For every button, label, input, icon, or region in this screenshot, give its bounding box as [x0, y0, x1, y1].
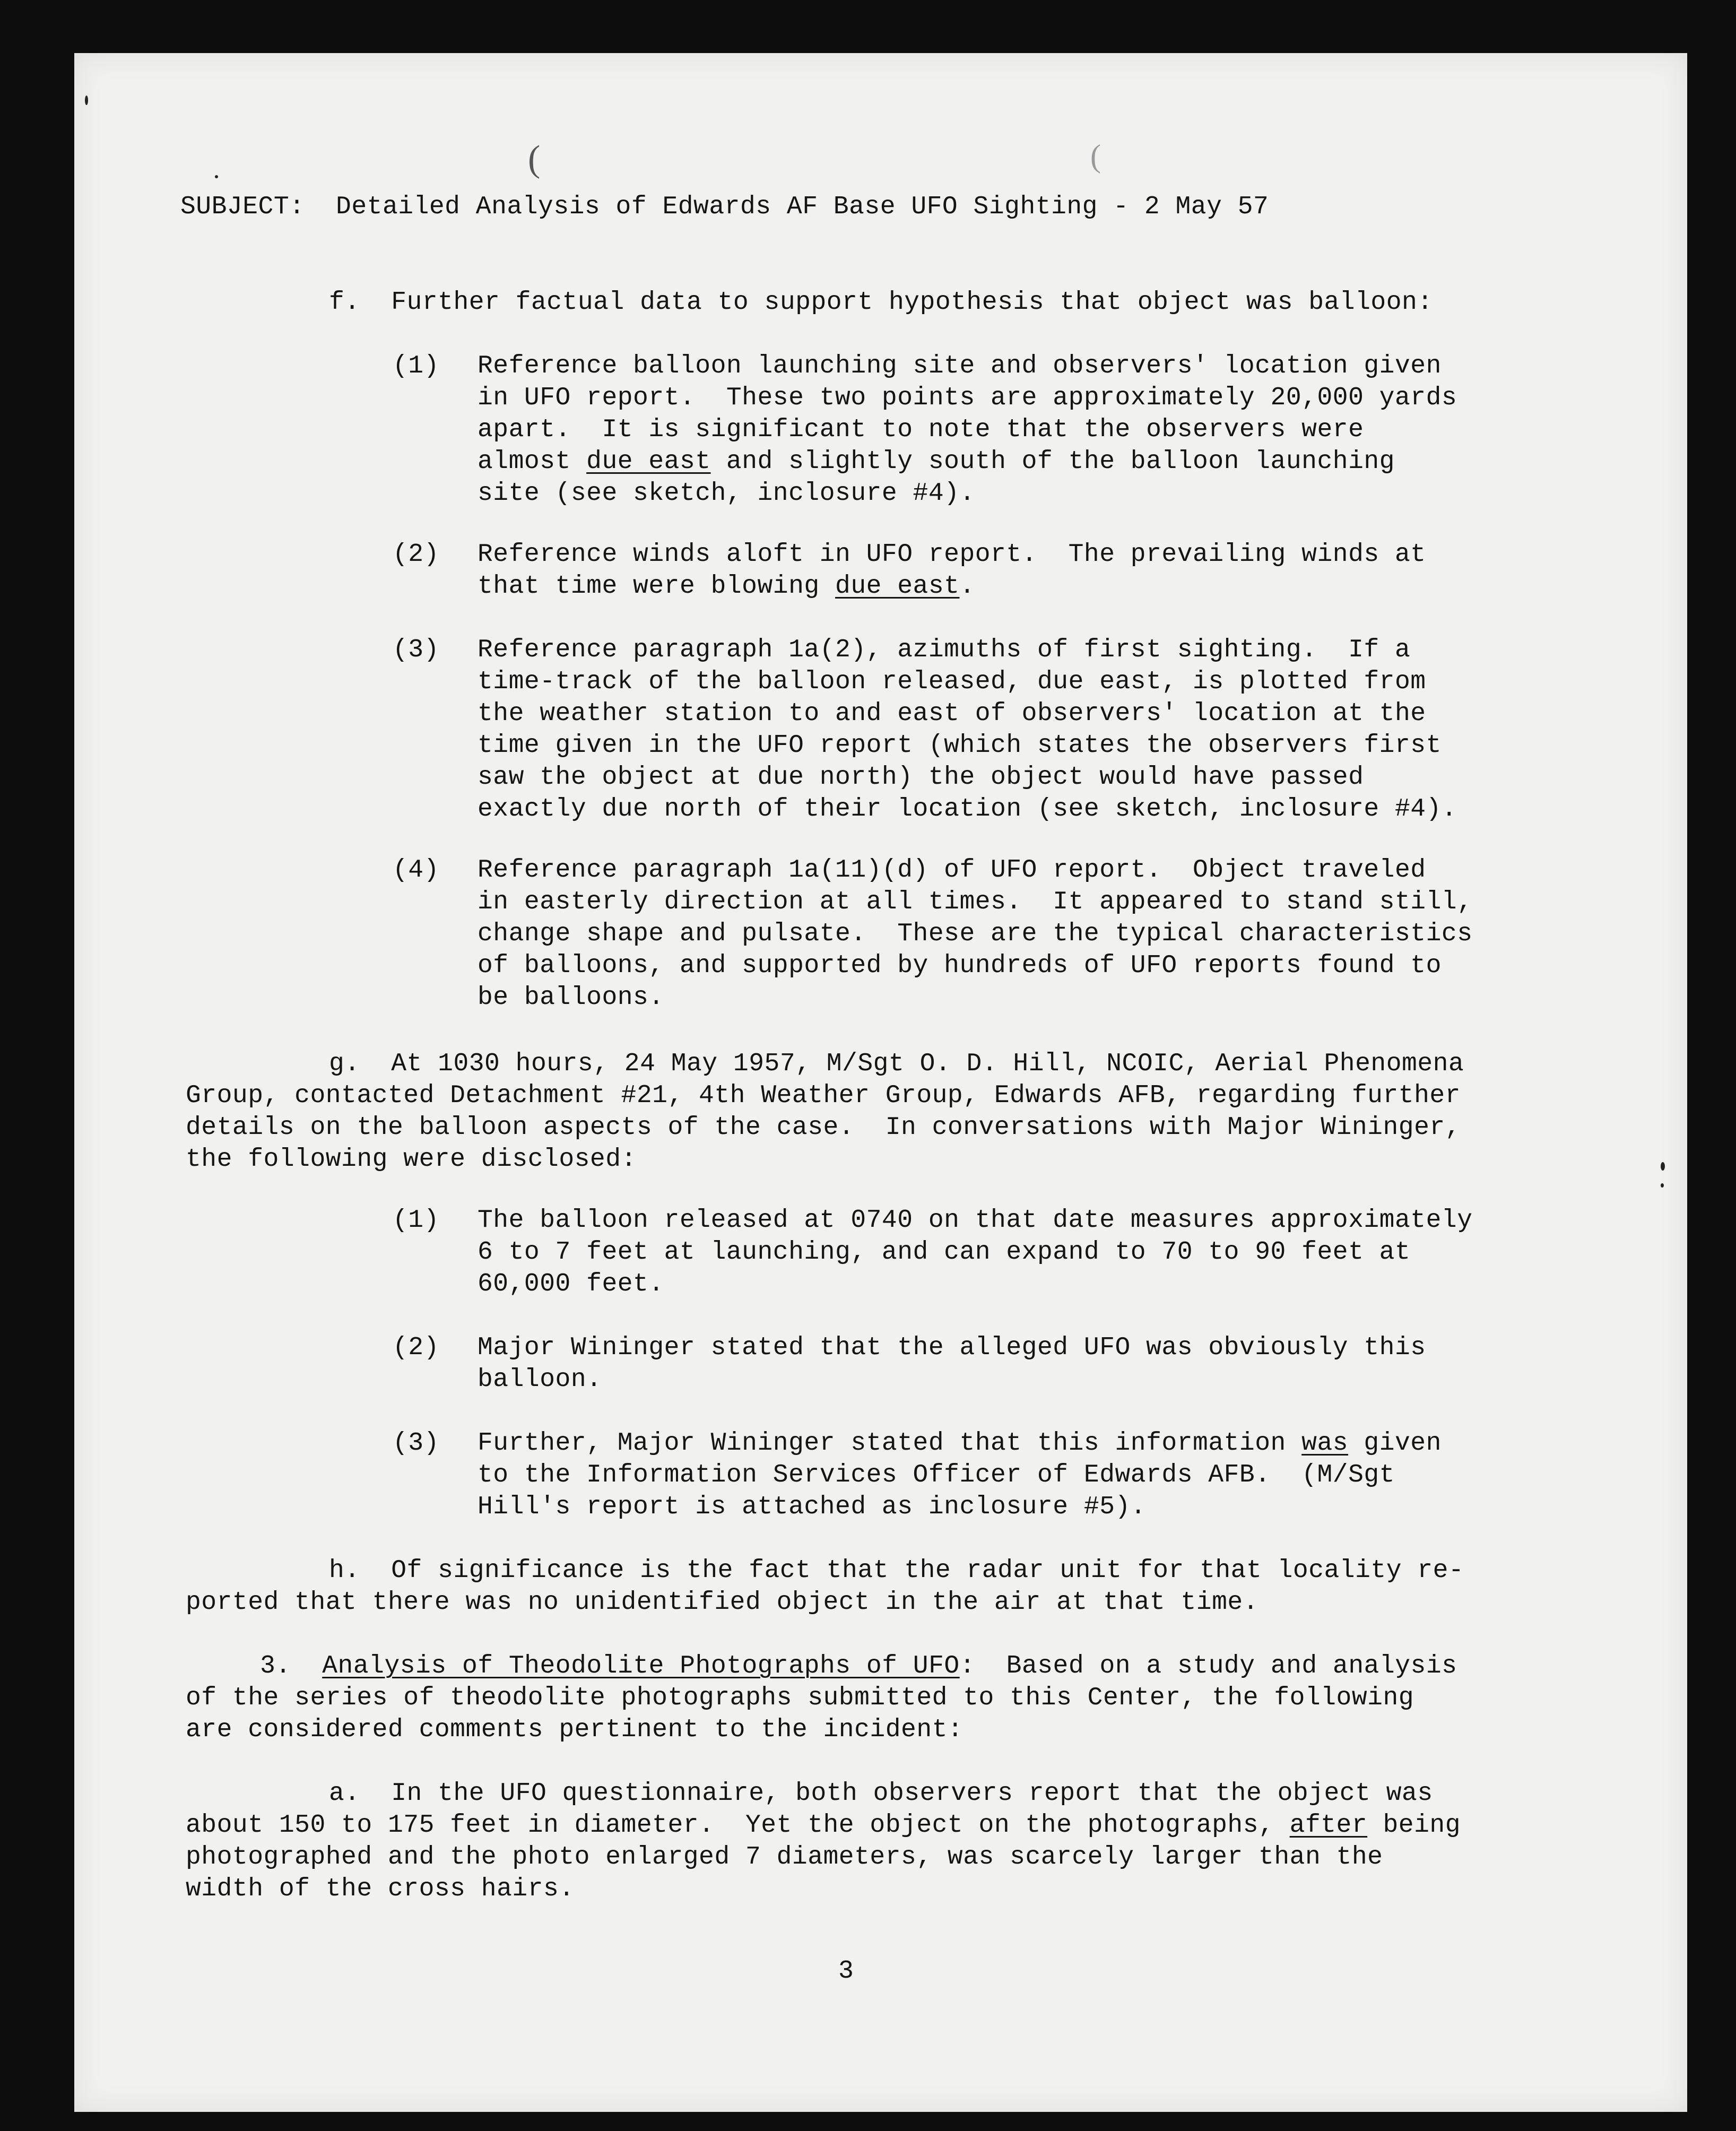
g1-line: 6 to 7 feet at launching, and can expand to 70 to 90 feet at — [478, 1238, 1411, 1267]
para-3-line — [260, 1650, 1457, 1682]
g2-line: balloon. — [478, 1365, 602, 1394]
f3-line: time given in the UFO report (which states the observers first — [478, 731, 1442, 760]
para-3-line-post: : Based on a study and analysis — [959, 1652, 1457, 1680]
para-a-line: a. In the UFO questionnaire, both observers report that the object was — [329, 1779, 1433, 1808]
f3-line: time-track of the balloon released, due east, is plotted from — [478, 668, 1426, 696]
scan-speck — [85, 96, 88, 105]
f2-line-pre: that time were blowing — [478, 572, 836, 601]
g3-line: to the Information Services Officer of Edwards AFB. (M/Sgt — [478, 1461, 1395, 1489]
scan-speck — [215, 175, 218, 178]
para-3-line: are considered comments pertinent to the incident: — [186, 1716, 964, 1744]
g3-underlined: was — [1301, 1429, 1349, 1458]
g3-line-pre: Further, Major Wininger stated that this information — [478, 1429, 1302, 1458]
f2-underlined: due east — [835, 572, 960, 601]
f1-line: in UFO report. These two points are approximately 20,000 yards — [478, 384, 1457, 412]
para-g-line: details on the balloon aspects of the case. In conversations with Major Wininger, — [186, 1113, 1461, 1142]
f4-line: in easterly direction at all times. It appeared to stand still, — [478, 888, 1473, 916]
page-number: 3 — [838, 1957, 854, 1986]
g2-line: Major Wininger stated that the alleged UFO was obviously this — [478, 1333, 1426, 1362]
para-f-marker: f. — [329, 288, 360, 317]
f1-line — [478, 446, 1395, 478]
para-a-line: photographed and the photo enlarged 7 diameters, was scarcely larger than the — [186, 1843, 1383, 1872]
f3-line: Reference paragraph 1a(2), azimuths of first sighting. If a — [478, 636, 1411, 664]
para-3-line: of the series of theodolite photographs submitted to this Center, the following — [186, 1684, 1414, 1712]
f1-line-pre: almost — [478, 447, 587, 476]
punch-mark-right: ( — [1090, 138, 1101, 174]
f2-num: (2) — [393, 540, 439, 569]
f4-line: Reference paragraph 1a(11)(d) of UFO report. Object traveled — [478, 856, 1426, 885]
para-f-text: Further factual data to support hypothesis that object was balloon: — [391, 288, 1433, 317]
para-f-intro — [329, 287, 1433, 318]
g3-line: Hill's report is attached as inclosure #5). — [478, 1493, 1147, 1521]
para-h-line: h. Of significance is the fact that the radar unit for that locality re- — [329, 1556, 1464, 1585]
subject-line — [180, 191, 1269, 223]
f3-line: the weather station to and east of observers' location at the — [478, 699, 1426, 728]
f4-line: change shape and pulsate. These are the typical characteristics — [478, 920, 1473, 948]
f1-line: Reference balloon launching site and observers' location given — [478, 352, 1442, 380]
f1-line: apart. It is significant to note that the observers were — [478, 415, 1364, 444]
para-3-number: 3. — [260, 1652, 323, 1680]
para-a-line-pre: about 150 to 175 feet in diameter. Yet the object on the photographs, — [186, 1811, 1290, 1840]
f4-line: be balloons. — [478, 983, 664, 1012]
para-g-line: Group, contacted Detachment #21, 4th Weather Group, Edwards AFB, regarding further — [186, 1081, 1461, 1110]
f4-line: of balloons, and supported by hundreds of UFO reports found to — [478, 951, 1442, 980]
para-a-line — [186, 1809, 1461, 1841]
f2-line — [478, 570, 975, 602]
g3-num: (3) — [393, 1429, 439, 1458]
para-a-line: width of the cross hairs. — [186, 1875, 575, 1903]
para-g-line: the following were disclosed: — [186, 1145, 637, 1174]
para-g-line: g. At 1030 hours, 24 May 1957, M/Sgt O. D. Hill, NCOIC, Aerial Phenomena — [329, 1050, 1464, 1078]
g1-num: (1) — [393, 1206, 439, 1235]
subject-text: Detailed Analysis of Edwards AF Base UFO Sighting - 2 May 57 — [336, 193, 1269, 221]
f1-line: site (see sketch, inclosure #4). — [478, 479, 975, 508]
g1-line: The balloon released at 0740 on that date measures approximately — [478, 1206, 1473, 1235]
document-sheet — [74, 53, 1687, 2112]
g3-line-post: given — [1348, 1429, 1442, 1458]
f1-line-post: and slightly south of the balloon launching — [710, 447, 1395, 476]
f1-num: (1) — [393, 352, 439, 380]
scan-speck — [1661, 1162, 1665, 1171]
f1-underlined: due east — [586, 447, 711, 476]
g1-line: 60,000 feet. — [478, 1270, 664, 1298]
para-a-line-post: being — [1367, 1811, 1461, 1840]
f2-line: Reference winds aloft in UFO report. The prevailing winds at — [478, 540, 1426, 569]
f2-line-post: . — [959, 572, 975, 601]
para-h-line: ported that there was no unidentified object in the air at that time. — [186, 1588, 1259, 1617]
g3-line — [478, 1427, 1442, 1459]
f4-num: (4) — [393, 856, 439, 885]
f3-line: exactly due north of their location (see sketch, inclosure #4). — [478, 795, 1457, 824]
f3-num: (3) — [393, 636, 439, 664]
para-a-underlined: after — [1289, 1811, 1368, 1840]
punch-mark-left: ( — [528, 138, 541, 179]
subject-label: SUBJECT: — [180, 193, 305, 221]
g2-num: (2) — [393, 1333, 439, 1362]
para-3-heading: Analysis of Theodolite Photographs of UFO — [322, 1652, 960, 1680]
f3-line: saw the object at due north) the object would have passed — [478, 763, 1364, 792]
scan-speck — [1661, 1183, 1664, 1188]
